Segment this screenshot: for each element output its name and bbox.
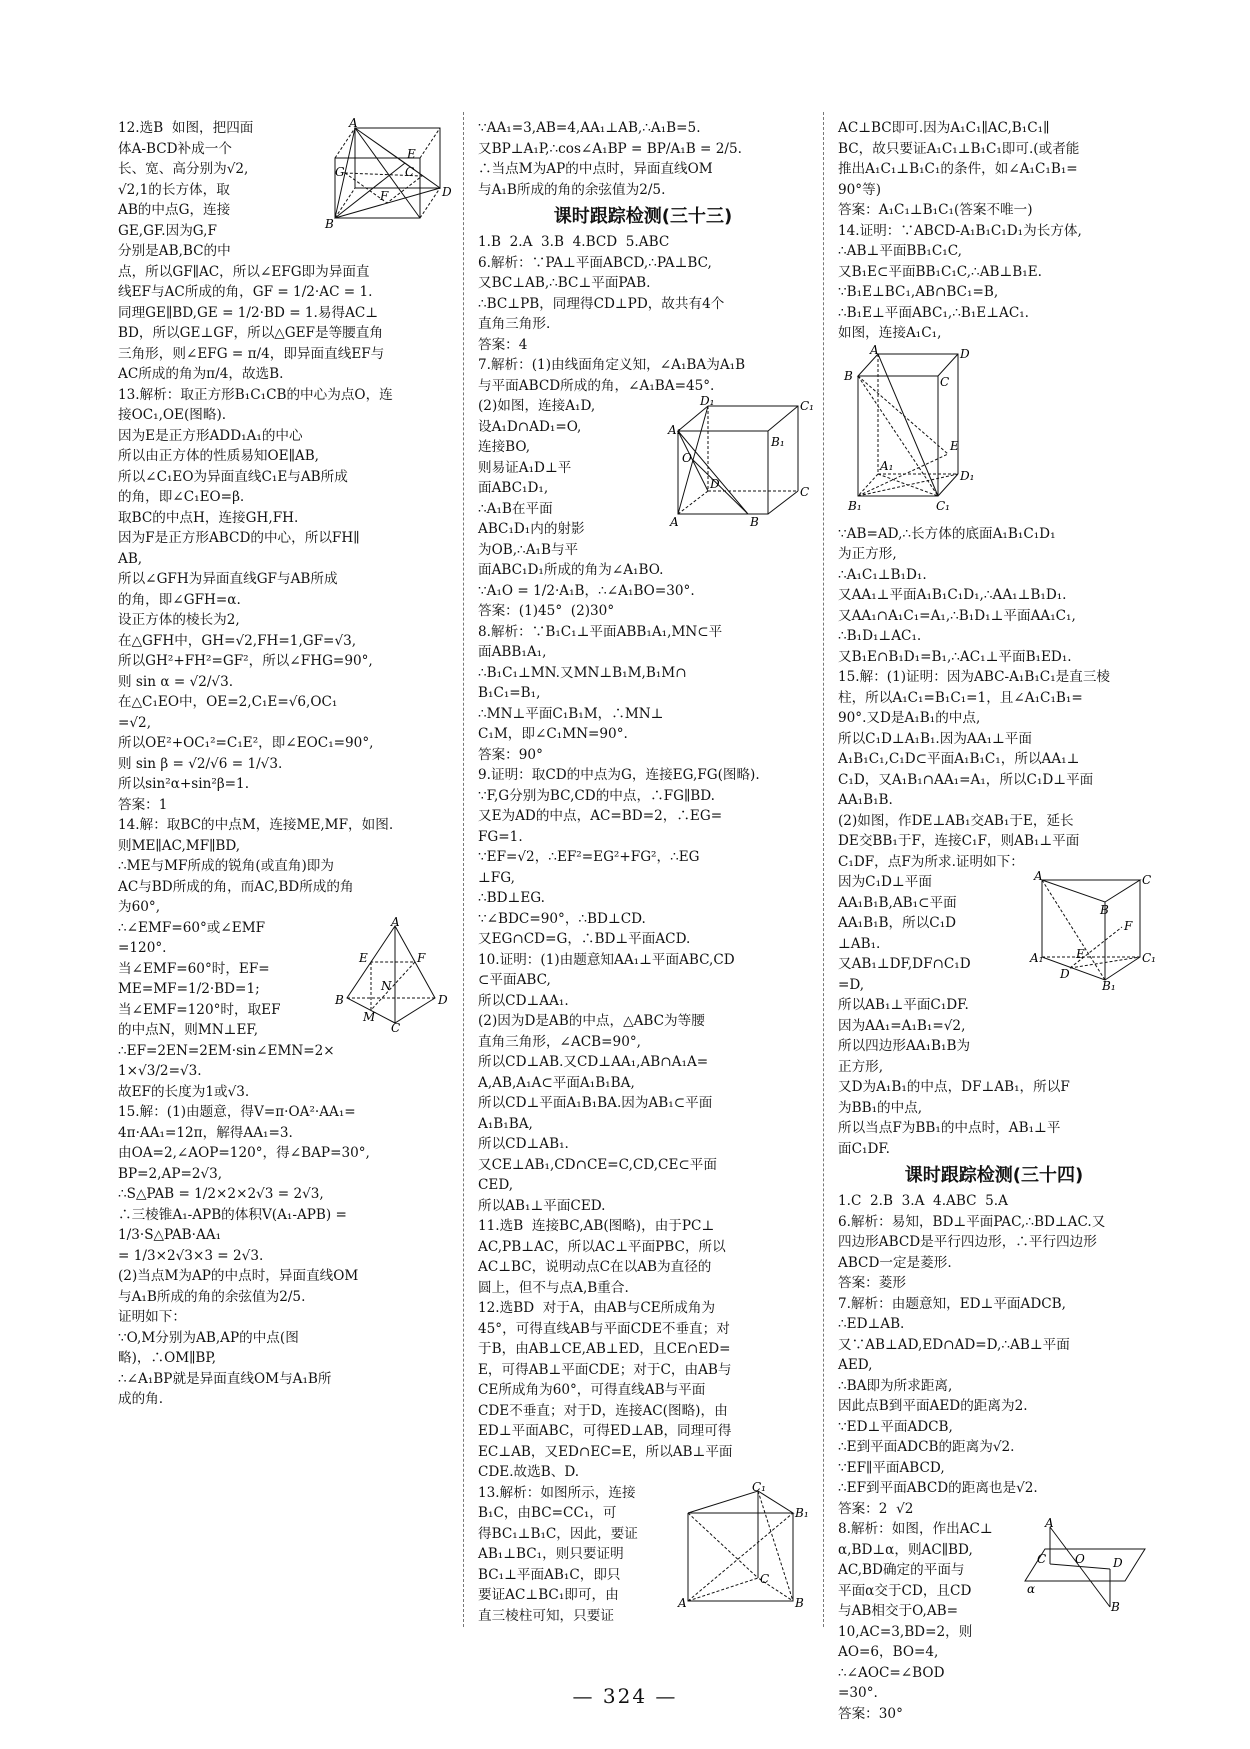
- svg-text:C: C: [405, 165, 415, 179]
- svg-text:A: A: [1045, 1516, 1054, 1530]
- q8-line: 与AB相交于O,AB=: [838, 1603, 959, 1619]
- q7-line: 答案：2 √2: [838, 1500, 914, 1517]
- svg-text:A: A: [678, 1595, 687, 1610]
- q15-line: 又AB₁⊥DF,DF∩C₁D: [838, 956, 971, 972]
- q13-line: 的角，即∠C₁EO=β.: [118, 489, 245, 505]
- q15-line: ⊥AB₁.: [838, 935, 881, 952]
- q6-line: ∴BC⊥PB，同理得CD⊥PD，故共有4个: [478, 295, 725, 312]
- q13-line: B₁C，由BC=CC₁，可: [478, 1505, 617, 1521]
- q14-line: ∵B₁E⊥BC₁,AB∩BC₁=B,: [838, 284, 999, 300]
- column-2: [478, 118, 814, 1624]
- q13-line: 所以OE²+OC₁²=C₁E²，即∠EOC₁=90°,: [118, 735, 374, 751]
- section-heading-33: 课时跟踪检测(三十三): [553, 206, 733, 227]
- q14-line: ∴EF=2EN=2EM·sin∠EMN=2×: [118, 1042, 335, 1059]
- q7-line: ∴E到平面ADCB的距离为√2.: [838, 1439, 1015, 1455]
- svg-text:A: A: [670, 515, 679, 529]
- q14-line: 又AA₁∩A₁C₁=A₁,∴B₁D₁⊥平面AA₁C₁,: [838, 607, 1076, 624]
- q12-start-line-2: 体A-BCD补成一个: [118, 140, 232, 157]
- q8-line: C₁M，即∠C₁MN=90°.: [478, 726, 628, 742]
- svg-text:D: D: [1113, 1556, 1123, 1570]
- svg-text:C₁: C₁: [1142, 951, 1156, 965]
- q15-line: ∴S△PAB = 1/2×2×2√3 = 2√3,: [118, 1186, 324, 1202]
- q15-continued-line: 与A₁B所成的角的余弦值为2/5.: [478, 181, 666, 198]
- q14-line: =120°.: [118, 940, 167, 956]
- q15-line: 与A₁B所成的角的余弦值为2/5.: [118, 1288, 306, 1305]
- svg-text:B: B: [750, 515, 759, 529]
- q15-line: 15.解：(1)证明：因为ABC-A₁B₁C₁是直三棱: [838, 669, 1111, 685]
- q15-line: 面C₁DF.: [838, 1140, 890, 1157]
- q15-line: (2)如图，作DE⊥AB₁交AB₁于E，延长: [838, 812, 1074, 829]
- svg-text:F: F: [417, 950, 426, 965]
- q13-line: 则 sin β = √2/√6 = 1/√3.: [118, 755, 283, 772]
- q13-line: 直三棱柱可知，只要证: [478, 1607, 614, 1624]
- q7-line: 为OB,∴A₁B与平: [478, 541, 579, 558]
- plane-intersection-figure: [1025, 1516, 1150, 1614]
- q13-line: 13.解析：如图所示，连接: [478, 1484, 636, 1501]
- triangular-prism-figure: [1030, 869, 1156, 993]
- cuboid-figure: [838, 342, 1150, 522]
- q14-line: ∴A₁C₁⊥B₁D₁.: [838, 566, 927, 583]
- svg-text:C: C: [760, 1571, 770, 1586]
- svg-text:G: G: [335, 165, 345, 179]
- svg-text:E: E: [1076, 947, 1085, 961]
- q14-line: 又B₁E⊂平面BB₁C₁C,∴AB⊥B₁E.: [838, 263, 1042, 280]
- svg-text:M: M: [363, 1009, 376, 1024]
- svg-text:B: B: [795, 1595, 804, 1610]
- svg-text:C: C: [1037, 1552, 1047, 1566]
- svg-text:A: A: [349, 116, 358, 130]
- q15-line: C₁D，又A₁B₁∩AA₁=A₁，所以C₁D⊥平面: [838, 771, 1094, 788]
- q8-line: B₁C₁=B₁,: [478, 685, 541, 701]
- q13-line: 所以∠C₁EO为异面直线C₁E与AB所成: [118, 468, 348, 485]
- q10-line: ⊂平面ABC,: [478, 972, 551, 988]
- q15-line: 所以AB₁⊥平面C₁DF.: [838, 997, 969, 1013]
- q9-line: ⊥FG,: [478, 869, 515, 886]
- q12-start-line-7: 分别是AB,BC的中: [118, 243, 231, 259]
- column-3: [838, 118, 1156, 1722]
- q7-line: 面ABC₁D₁,: [478, 480, 549, 496]
- svg-text:F: F: [1124, 919, 1133, 933]
- q14-line: 又B₁E∩B₁D₁=B₁,∴AC₁⊥平面B₁ED₁.: [838, 648, 1072, 665]
- q12-line: BD，所以GE⊥GF，所以△GEF是等腰直角: [118, 325, 383, 341]
- q7-line: 因此点B到平面AED的距离为2.: [838, 1398, 1028, 1414]
- q7-line: 7.解析：(1)由线面角定义知，∠A₁BA为A₁B: [478, 357, 746, 373]
- q15-line: (2)当点M为AP的中点时，异面直线OM: [118, 1268, 359, 1284]
- q15-line: ∵O,M分别为AB,AP的中点(图: [118, 1329, 299, 1346]
- q14-line: 14.解：取BC的中点M，连接ME,MF，如图.: [118, 817, 394, 833]
- q8-line: =30°.: [838, 1685, 878, 1701]
- svg-text:B₁: B₁: [795, 1505, 809, 1520]
- q10-line: 所以CD⊥AA₁.: [478, 992, 569, 1009]
- q15-line: AA₁B₁B.: [838, 792, 893, 808]
- q9-line: ∴BD⊥EG.: [478, 890, 545, 906]
- svg-text:B₁: B₁: [848, 498, 862, 513]
- q12-line: CDE不垂直；对于D，连接AC(图略)，由: [478, 1402, 728, 1419]
- q14-line: ∴ME与MF所成的锐角(或直角)即为: [118, 858, 334, 874]
- q6-line: 6.解析：∵PA⊥平面ABCD,∴PA⊥BC,: [478, 254, 712, 271]
- q14-line: 当∠EMF=60°时，EF=: [118, 960, 270, 977]
- q13-line: 设正方体的棱长为2,: [118, 612, 240, 628]
- q12-start-line-5: AB的中点G，连接: [118, 202, 231, 218]
- q9-line: 又EG∩CD=G，∴BD⊥平面ACD.: [478, 931, 691, 947]
- column-divider-1: [463, 112, 464, 1627]
- svg-text:C₁: C₁: [936, 498, 950, 513]
- q10-line: 10.证明：(1)由题意知AA₁⊥平面ABC,CD: [478, 951, 735, 968]
- q7-line: 7.解析：由题意知，ED⊥平面ADCB,: [838, 1295, 1066, 1312]
- q9-line: ∵F,G分别为BC,CD的中点，∴FG∥BD.: [478, 787, 715, 804]
- q13-line: 所以∠GFH为异面直线GF与AB所成: [118, 571, 338, 587]
- svg-text:E: E: [407, 147, 416, 161]
- q14-line: 14.证明：∵ABCD-A₁B₁C₁D₁为长方体,: [838, 222, 1082, 239]
- q12-line: CDE.故选B、D.: [478, 1464, 580, 1480]
- q15-continued-line: ∵AA₁=3,AB=4,AA₁⊥AB,∴A₁B=5.: [478, 120, 701, 136]
- q11-line: 11.选B 连接BC,AB(图略)，由于PC⊥: [478, 1218, 715, 1234]
- q14-line: ME=MF=1/2·BD=1;: [118, 981, 260, 997]
- section-heading-34: 课时跟踪检测(三十四): [904, 1165, 1084, 1186]
- q15-line: ∴三棱锥A₁-APB的体积V(A₁-APB) =: [118, 1206, 347, 1223]
- svg-text:B₁: B₁: [1102, 979, 1116, 993]
- q10-line: 所以AB₁⊥平面CED.: [478, 1197, 606, 1214]
- q15-line: C₁DF，点F为所求.证明如下：: [838, 853, 1024, 870]
- q10-line: 所以CD⊥平面A₁B₁BA.因为AB₁⊂平面: [478, 1095, 713, 1111]
- q13-line: 所以sin²α+sin²β=1.: [118, 776, 250, 792]
- q14-line: 则ME∥AC,MF∥BD,: [118, 837, 241, 854]
- q12-line: 三角形，则∠EFG = π/4，即异面直线EF与: [118, 345, 385, 362]
- svg-text:B: B: [844, 368, 853, 383]
- svg-text:C: C: [800, 485, 810, 499]
- svg-text:D₁: D₁: [700, 394, 715, 408]
- q12-line: 45°，可得直线AB与平面CDE不垂直；对: [478, 1320, 730, 1337]
- q6-line: 又BC⊥AB,∴BC⊥平面PAB.: [478, 275, 651, 291]
- q12-line: CE所成角为60°，可得直线AB与平面: [478, 1382, 706, 1398]
- q8-line: 10,AC=3,BD=2，则: [838, 1623, 973, 1640]
- q12-line: 12.选BD 对于A，由AB与CE所成角为: [478, 1300, 716, 1316]
- svg-text:D: D: [438, 992, 448, 1007]
- q13-line: 得BC₁⊥B₁C，因此，要证: [478, 1525, 638, 1542]
- q14-line: 的中点N，则MN⊥EF,: [118, 1022, 259, 1038]
- q8-line: 答案：90°: [478, 746, 543, 763]
- q13-line: 所以GH²+FH²=GF²，所以∠FHG=90°,: [118, 653, 373, 669]
- q10-line: A₁B₁BA,: [478, 1115, 533, 1132]
- q7-line: ∴EF到平面ABCD的距离也是√2.: [838, 1480, 1038, 1496]
- svg-text:A₁: A₁: [668, 423, 682, 437]
- q8-line: α,BD⊥α，则AC∥BD,: [838, 1541, 973, 1558]
- svg-text:A₁: A₁: [880, 458, 894, 473]
- q8-line: AO=6，BO=4,: [838, 1644, 939, 1660]
- q15-line: 所以C₁D⊥A₁B₁.因为AA₁⊥平面: [838, 730, 1032, 747]
- q15-line: 正方形,: [838, 1058, 884, 1075]
- q7-line: 与平面ABCD所成的角，∠A₁BA=45°.: [478, 377, 715, 394]
- svg-text:A: A: [391, 914, 400, 929]
- tetrahedron-figure: [335, 914, 450, 1035]
- q9-line: 9.证明：取CD的中点为G，连接EG,FG(图略).: [478, 767, 760, 783]
- q15-line: 4π·AA₁=12π，解得AA₁=3.: [118, 1124, 293, 1141]
- q7-line: ABC₁D₁内的射影: [478, 521, 585, 537]
- q8-line: 8.解析：∵B₁C₁⊥平面ABB₁A₁,MN⊂平: [478, 623, 723, 640]
- q14-line: 又AA₁⊥平面A₁B₁C₁D₁,∴AA₁⊥B₁D₁.: [838, 587, 1067, 603]
- q7-line: ∴A₁B在平面: [478, 500, 553, 517]
- q7-line: 面ABC₁D₁所成的角为∠A₁BO.: [478, 562, 664, 578]
- q8-line: 平面α交于CD，且CD: [838, 1582, 972, 1599]
- q15-line: 90°.又D是A₁B₁的中点,: [838, 710, 981, 726]
- svg-text:C₁: C₁: [800, 399, 814, 413]
- q13-line: BC₁⊥平面AB₁C，即只: [478, 1566, 621, 1583]
- q14-line: 如图，连接A₁C₁,: [838, 325, 942, 341]
- q15-line: BP=2,AP=2√3,: [118, 1165, 223, 1182]
- q8-line: 8.解析：如图，作出AC⊥: [838, 1521, 993, 1537]
- q7-line: (2)如图，连接A₁D,: [478, 398, 596, 414]
- answers-1-5: 1.C 2.B 3.A 4.ABC 5.A: [838, 1193, 1008, 1209]
- q13-line: 接OC₁,OE(图略).: [118, 407, 227, 423]
- q14-line: 为60°,: [118, 899, 161, 915]
- q15-line: AA₁B₁B，所以C₁D: [838, 915, 957, 931]
- svg-text:A: A: [870, 342, 879, 357]
- q7-line: ∴BA即为所求距离,: [838, 1377, 953, 1394]
- q7-line: 答案：(1)45° (2)30°: [478, 603, 615, 619]
- q14-line: 故EF的长度为1或√3.: [118, 1083, 250, 1100]
- q10-line: 所以CD⊥AB.又CD⊥AA₁,AB∩A₁A=: [478, 1054, 709, 1070]
- q12-line: ED⊥平面ABC，可得ED⊥AB，同理可得: [478, 1423, 732, 1439]
- q15-line: 因为C₁D⊥平面: [838, 874, 932, 890]
- q15-line: 略)，∴OM∥BP,: [118, 1350, 217, 1366]
- q13-line: 因为F是正方形ABCD的中心，所以FH∥: [118, 530, 360, 546]
- q13-line: 则 sin α = √2/√3.: [118, 673, 234, 690]
- svg-text:C: C: [391, 1020, 401, 1035]
- q14-line: 1×√3/2=√3.: [118, 1063, 202, 1079]
- svg-text:D: D: [960, 346, 970, 361]
- q6-line: ABCD一定是菱形.: [838, 1254, 952, 1271]
- svg-text:D: D: [710, 477, 720, 491]
- q8-line: 答案：30°: [838, 1705, 903, 1722]
- q13-line: 所以由正方体的性质易知OE∥AB,: [118, 448, 320, 464]
- q12-line: 于B，由AB⊥CE,AB⊥ED，且CE∩ED=: [478, 1341, 731, 1357]
- q7-line: ∵A₁O = 1/2·A₁B，∴∠A₁BO=30°.: [478, 582, 695, 599]
- svg-text:α: α: [1027, 1582, 1036, 1596]
- q15-line: AA₁B₁B,AB₁⊂平面: [838, 894, 957, 911]
- q8-line: ∴∠AOC=∠BOD: [838, 1664, 945, 1681]
- q13-line: 在△C₁EO中，OE=2,C₁E=√6,OC₁: [118, 694, 338, 710]
- q13-continued-line: 推出A₁C₁⊥B₁C₁的条件，如∠A₁C₁B₁=: [838, 161, 1078, 177]
- svg-text:C: C: [940, 374, 950, 389]
- q8-line: 面ABB₁A₁,: [478, 644, 547, 660]
- q13-line: 的角，即∠GFH=α.: [118, 591, 241, 608]
- q13-line: AB₁⊥BC₁，则只要证明: [478, 1546, 624, 1562]
- q6-line: 答案：4: [478, 336, 528, 353]
- svg-text:D: D: [1060, 967, 1070, 981]
- q13-line: 取BC的中点H，连接GH,FH.: [118, 509, 299, 526]
- svg-text:O: O: [1075, 1552, 1085, 1566]
- q15-line: 因为AA₁=A₁B₁=√2,: [838, 1017, 966, 1034]
- q9-line: FG=1.: [478, 828, 523, 845]
- q10-line: A,AB,A₁A⊂平面A₁B₁BA,: [478, 1074, 635, 1091]
- q10-line: 直角三角形，∠ACB=90°,: [478, 1033, 641, 1050]
- svg-text:F: F: [380, 189, 389, 203]
- column-divider-2: [823, 112, 824, 1627]
- column-1: [118, 118, 450, 1618]
- q6-line: 答案：菱形: [838, 1275, 906, 1291]
- q15-line: 又D为A₁B₁的中点，DF⊥AB₁，所以F: [838, 1079, 1070, 1095]
- svg-text:B: B: [325, 217, 334, 231]
- q13-line: 答案：1: [118, 796, 168, 813]
- q12-line: E，可得AB⊥平面CDE；对于C，由AB与: [478, 1361, 732, 1378]
- q12-start-line-1: 12.选B 如图，把四面: [118, 120, 254, 136]
- q15-line: =D,: [838, 976, 865, 993]
- q13-line: 因为E是正方形ADD₁A₁的中心: [118, 427, 303, 444]
- q13-line: 要证AC⊥BC₁即可，由: [478, 1587, 619, 1603]
- svg-text:B: B: [335, 992, 344, 1007]
- q15-line: DE交BB₁于F，连接C₁F，则AB₁⊥平面: [838, 833, 1080, 849]
- q15-line: 证明如下：: [118, 1309, 186, 1325]
- q13-continued-line: AC⊥BC即可.因为A₁C₁∥AC,B₁C₁∥: [838, 120, 1050, 136]
- q12-line: 线EF与AC所成的角，GF = 1/2·AC = 1.: [118, 284, 373, 300]
- q6-line: 6.解析：易知，BD⊥平面PAC,∴BD⊥AC.又: [838, 1213, 1106, 1230]
- q13-continued-line: BC，故只要证A₁C₁⊥B₁C₁即可.(或者能: [838, 140, 1080, 157]
- q7-line: 设A₁D∩AD₁=O,: [478, 418, 582, 435]
- svg-text:B: B: [1100, 903, 1109, 917]
- svg-text:A₁: A₁: [1030, 951, 1044, 965]
- answers-1-5: 1.B 2.A 3.B 4.BCD 5.ABC: [478, 234, 670, 250]
- q14-line: ∴B₁D₁⊥AC₁.: [838, 628, 922, 644]
- q9-line: ∵EF=√2，∴EF²=EG²+FG²，∴EG: [478, 849, 700, 865]
- q15-line: 为BB₁的中点,: [838, 1099, 923, 1116]
- q15-line: A₁B₁C₁,C₁D⊂平面A₁B₁C₁，所以AA₁⊥: [838, 751, 1080, 767]
- q8-line: ∴B₁C₁⊥MN.又MN⊥B₁M,B₁M∩: [478, 664, 687, 681]
- q7-line: ∵ED⊥平面ADCB,: [838, 1418, 953, 1435]
- svg-text:B₁: B₁: [771, 435, 785, 449]
- q10-line: 又CE⊥AB₁,CD∩CE=C,CD,CE⊂平面: [478, 1156, 717, 1173]
- q12-start-line-6: GE,GF.因为G,F: [118, 222, 217, 239]
- q9-line: 又E为AD的中点，AC=BD=2，∴EG=: [478, 808, 723, 824]
- q13-line: 13.解析：取正方形B₁C₁CB的中心为点O，连: [118, 386, 393, 403]
- q15-line: = 1/3×2√3×3 = 2√3.: [118, 1247, 264, 1264]
- q11-line: 圆上，但不与点A,B重合.: [478, 1279, 629, 1296]
- q15-line: 所以四边形AA₁B₁B为: [838, 1038, 971, 1054]
- q12-line: 同理GE∥BD,GE = 1/2·BD = 1.易得AC⊥: [118, 304, 379, 321]
- q12-start-line-4: √2,1的长方体，取: [118, 181, 230, 198]
- svg-text:B: B: [1111, 1600, 1120, 1614]
- q14-line: ∴∠EMF=60°或∠EMF: [118, 919, 266, 936]
- q14-line: 当∠EMF=120°时，取EF: [118, 1001, 281, 1018]
- q14-line: ∴AB⊥平面BB₁C₁C,: [838, 243, 962, 259]
- svg-text:D: D: [442, 185, 452, 199]
- q13-continued-line: 答案：A₁C₁⊥B₁C₁(答案不唯一): [838, 202, 1033, 218]
- svg-text:C₁: C₁: [752, 1479, 766, 1494]
- q13-line: =√2,: [118, 714, 152, 731]
- q15-line: 15.解：(1)由题意，得V=π·OA²·AA₁=: [118, 1104, 356, 1120]
- svg-text:D₁: D₁: [960, 468, 975, 483]
- q13-line: 在△GFH中，GH=√2,FH=1,GF=√3,: [118, 632, 357, 649]
- q15-line: 由OA=2,∠AOP=120°，得∠BAP=30°,: [118, 1145, 370, 1161]
- q13-continued-line: 90°等): [838, 181, 881, 198]
- q12-start-line-3: 长、宽、高分别为√2,: [118, 161, 249, 177]
- q14-line: AC与BD所成的角，而AC,BD所成的角: [118, 878, 354, 895]
- q14-line: ∵AB=AD,∴长方体的底面A₁B₁C₁D₁: [838, 525, 1056, 542]
- q10-line: (2)因为D是AB的中点，△ABC为等腰: [478, 1013, 705, 1029]
- q8-line: AC,BD确定的平面与: [838, 1562, 965, 1578]
- q6-line: 直角三角形.: [478, 316, 551, 332]
- q15-line: 柱，所以A₁C₁=B₁C₁=1，且∠A₁C₁B₁=: [838, 689, 1083, 706]
- svg-text:O: O: [682, 451, 692, 465]
- q9-line: ∵∠BDC=90°，∴BD⊥CD.: [478, 910, 646, 927]
- q7-line: ∴ED⊥AB.: [838, 1316, 905, 1332]
- q8-line: ∴MN⊥平面C₁B₁M，∴MN⊥: [478, 705, 664, 722]
- q7-line: 又∵AB⊥AD,ED∩AD=D,∴AB⊥平面: [838, 1336, 1070, 1353]
- q15-line: 所以当点F为BB₁的中点时，AB₁⊥平: [838, 1120, 1061, 1136]
- svg-text:E: E: [359, 950, 368, 965]
- q10-line: CED,: [478, 1177, 514, 1193]
- q7-line: 则易证A₁D⊥平: [478, 459, 572, 476]
- q12-line: AC所成的角为π/4，故选B.: [118, 366, 284, 382]
- q15-continued-line: 又BP⊥A₁P,∴cos∠A₁BP = BP/A₁B = 2/5.: [478, 140, 742, 157]
- q11-line: AC⊥BC，说明动点C在以AB为直径的: [478, 1259, 712, 1275]
- q15-continued-line: ∴当点M为AP的中点时，异面直线OM: [478, 161, 713, 177]
- page-number: — 324 —: [572, 1684, 678, 1708]
- svg-text:C: C: [1142, 873, 1152, 887]
- q7-line: ∵EF∥平面ABCD,: [838, 1459, 945, 1476]
- q15-line: 成的角.: [118, 1391, 164, 1407]
- svg-text:N: N: [381, 978, 392, 993]
- q12-line: 点，所以GF∥AC，所以∠EFG即为异面直: [118, 263, 370, 280]
- cube-figure: [668, 394, 814, 529]
- svg-text:E: E: [950, 438, 959, 453]
- q14-line: 为正方形,: [838, 546, 897, 562]
- prism-figure: [678, 1479, 809, 1611]
- q15-line: ∴∠A₁BP就是异面直线OM与A₁B所: [118, 1370, 332, 1387]
- q10-line: 所以CD⊥AB₁.: [478, 1136, 569, 1152]
- q6-line: 四边形ABCD是平行四边形，∴平行四边形: [838, 1234, 1097, 1250]
- q14-line: ∴B₁E⊥平面ABC₁,∴B₁E⊥AC₁.: [838, 304, 1029, 321]
- q11-line: AC,PB⊥AC，所以AC⊥平面PBC，所以: [478, 1238, 726, 1255]
- tetrahedron-in-box-figure: [325, 118, 450, 230]
- q15-line: 1/3·S△PAB·AA₁: [118, 1227, 222, 1243]
- q12-line: EC⊥AB，又ED∩EC=E，所以AB⊥平面: [478, 1443, 733, 1460]
- svg-text:A: A: [1034, 869, 1043, 883]
- q13-line: AB,: [118, 550, 143, 567]
- q7-line: AED,: [838, 1357, 873, 1373]
- q7-line: 连接BO,: [478, 439, 531, 455]
